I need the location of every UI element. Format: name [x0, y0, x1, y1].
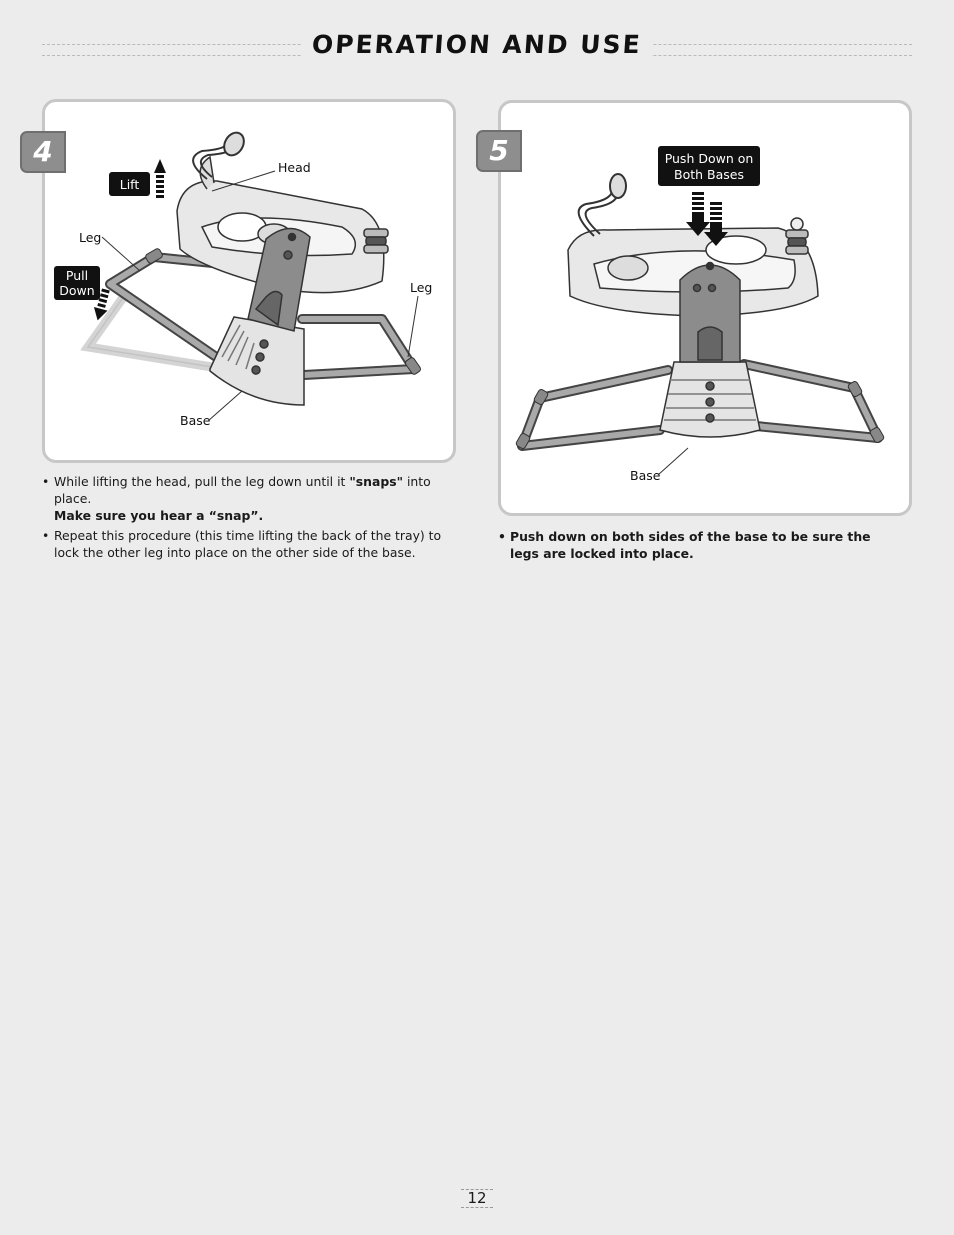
- step-5-bullet-1-text: Push down on both sides of the base to be sure the legs are locked into place.: [510, 529, 871, 561]
- leg-right-label: Leg: [410, 280, 433, 295]
- right-toy: [364, 229, 388, 253]
- step-4-bullet-2-text: Repeat this procedure (this time lifting the back of the tray) to lock the other leg into place on the other side of the base.: [54, 528, 442, 560]
- lift-arrow-icon: [154, 159, 166, 198]
- step-5-instructions: [498, 528, 898, 565]
- post-5: [680, 263, 740, 363]
- base-label-5: Base: [630, 468, 661, 483]
- base-label-4: Base: [180, 413, 211, 428]
- step-4-bullet-1: [42, 473, 456, 524]
- step-5-bullet-1: [498, 528, 898, 562]
- head-toy-5: [579, 174, 626, 236]
- step-4-bullet-1-bold: "snaps": [349, 474, 404, 489]
- page-number-text: 12: [461, 1189, 492, 1208]
- head-label: Head: [278, 160, 311, 175]
- right-toy-5: [786, 218, 808, 254]
- pull-label: Pull: [65, 268, 89, 283]
- step-4-bullet-2: [42, 527, 456, 561]
- step-4-illustration: [42, 99, 456, 463]
- lift-label: Lift: [119, 177, 140, 192]
- down-label: Down: [59, 283, 95, 298]
- step-5-illustration: [498, 100, 912, 516]
- step-5-number: 5: [489, 134, 509, 167]
- step-4-bullet-1-text: While lifting the head, pull the leg down until it: [54, 474, 350, 489]
- page-title: [0, 30, 954, 59]
- step-4-bullet-1-warning: Make sure you hear a “snap”.: [54, 508, 264, 523]
- page-title-text: OPERATION AND USE: [301, 30, 653, 59]
- step-4-number: 4: [33, 135, 53, 168]
- leg-left-label: Leg: [79, 230, 102, 245]
- base-unit-5: [660, 362, 760, 437]
- push-label-line1: Push Down on: [664, 151, 754, 166]
- step-4-bullet-1-tail: into place.: [54, 474, 431, 506]
- push-label-line2: Both Bases: [674, 167, 744, 182]
- page-number: [0, 1189, 954, 1208]
- step-4-instructions: [42, 473, 456, 564]
